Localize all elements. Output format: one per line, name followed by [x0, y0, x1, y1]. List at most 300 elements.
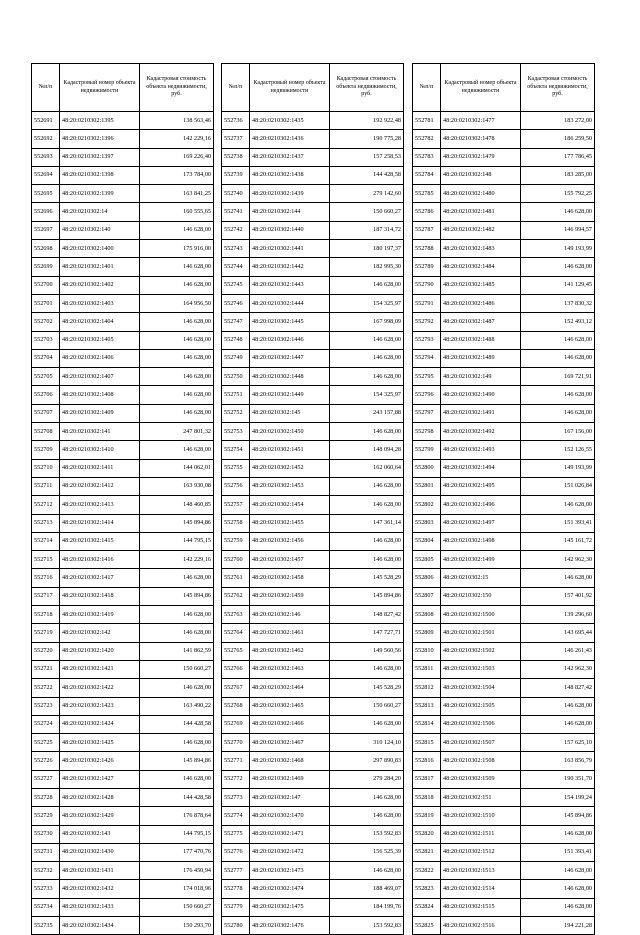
cadastral-number-cell: 48:20:0210302:1404 [60, 313, 140, 331]
cadastral-value-cell: 145 894,86 [140, 587, 214, 605]
table-row [222, 697, 404, 715]
table-row [222, 660, 404, 678]
row-number-cell: 552780 [222, 917, 250, 935]
table-row [222, 532, 404, 550]
table-row [413, 130, 595, 148]
cadastral-value-cell: 175 916,00 [140, 240, 214, 258]
table-row [413, 112, 595, 130]
cadastral-value-cell: 297 890,83 [330, 752, 404, 770]
table-row [222, 752, 404, 770]
cadastral-value-cell: 146 628,00 [521, 258, 595, 276]
cadastral-value-cell: 146 628,00 [330, 331, 404, 349]
row-number-cell: 552695 [32, 185, 60, 203]
cadastral-value-cell: 146 628,00 [521, 715, 595, 733]
cadastral-number-cell: 48:20:0210302:1444 [250, 294, 330, 312]
row-number-cell: 552700 [32, 276, 60, 294]
cadastral-number-cell: 48:20:0210302:1438 [250, 166, 330, 184]
table-row [32, 606, 214, 624]
row-number-cell: 552740 [222, 185, 250, 203]
cadastral-number-cell: 48:20:0210302:1418 [60, 587, 140, 605]
table-row [222, 166, 404, 184]
cadastral-value-cell: 146 628,00 [521, 349, 595, 367]
row-number-cell: 552778 [222, 880, 250, 898]
cadastral-value-cell: 190 351,70 [521, 770, 595, 788]
cadastral-value-cell: 147 361,14 [330, 514, 404, 532]
table-row [222, 734, 404, 752]
table-row [32, 532, 214, 550]
row-number-cell: 552789 [413, 258, 441, 276]
cadastral-number-cell: 48:20:0210302:1464 [250, 679, 330, 697]
cadastral-value-cell: 146 628,00 [330, 807, 404, 825]
cadastral-number-cell: 48:20:0210302:1504 [441, 679, 521, 697]
row-number-cell: 552771 [222, 752, 250, 770]
row-number-cell: 552708 [32, 423, 60, 441]
cadastral-number-cell: 48:20:0210302:1493 [441, 441, 521, 459]
cadastral-value-cell: 146 628,00 [330, 862, 404, 880]
cadastral-number-cell: 48:20:0210302:1445 [250, 313, 330, 331]
row-number-cell: 552716 [32, 569, 60, 587]
table-row [32, 788, 214, 806]
cadastral-number-cell: 48:20:0210302:149 [441, 368, 521, 386]
cadastral-number-cell: 48:20:0210302:1516 [441, 917, 521, 935]
table-row [32, 166, 214, 184]
cadastral-number-cell: 48:20:0210302:1429 [60, 807, 140, 825]
cadastral-number-cell: 48:20:0210302:1463 [250, 660, 330, 678]
row-number-cell: 552699 [32, 258, 60, 276]
row-number-cell: 552748 [222, 331, 250, 349]
table-row [413, 917, 595, 935]
row-number-cell: 552701 [32, 294, 60, 312]
row-number-cell: 552753 [222, 423, 250, 441]
cadastral-number-cell: 48:20:0210302:1508 [441, 752, 521, 770]
cadastral-value-cell: 146 628,00 [521, 386, 595, 404]
cadastral-number-cell: 48:20:0210302:148 [441, 166, 521, 184]
cadastral-number-cell: 48:20:0210302:1494 [441, 459, 521, 477]
cadastral-value-cell: 247 801,32 [140, 423, 214, 441]
cadastral-value-cell: 163 856,79 [521, 752, 595, 770]
table-row [222, 386, 404, 404]
row-number-cell: 552731 [32, 843, 60, 861]
table-row [413, 185, 595, 203]
cadastral-value-cell: 177 786,45 [521, 148, 595, 166]
table-row [32, 331, 214, 349]
row-number-cell: 552764 [222, 624, 250, 642]
table-row [222, 880, 404, 898]
cadastral-value-cell: 147 727,71 [330, 624, 404, 642]
row-number-cell: 552805 [413, 551, 441, 569]
table-row [32, 349, 214, 367]
cadastral-value-cell: 152 493,12 [521, 313, 595, 331]
table-row [413, 788, 595, 806]
row-number-cell: 552705 [32, 368, 60, 386]
cadastral-value-cell: 150 660,27 [140, 660, 214, 678]
header-row [32, 64, 214, 112]
cadastral-number-cell: 48:20:0210302:1436 [250, 130, 330, 148]
cadastral-value-cell: 146 628,00 [521, 203, 595, 221]
table-row [222, 788, 404, 806]
cadastral-value-cell: 183 272,00 [521, 112, 595, 130]
row-number-cell: 552752 [222, 404, 250, 422]
cadastral-number-cell: 48:20:0210302:141 [60, 423, 140, 441]
cadastral-number-cell: 48:20:0210302:1483 [441, 240, 521, 258]
cadastral-value-cell: 183 285,00 [521, 166, 595, 184]
cadastral-value-cell: 310 124,10 [330, 734, 404, 752]
cadastral-value-cell: 145 528,29 [330, 679, 404, 697]
row-number-cell: 552794 [413, 349, 441, 367]
cadastral-value-cell: 150 660,27 [140, 898, 214, 916]
cadastral-value-cell: 157 401,92 [521, 587, 595, 605]
table-row [222, 862, 404, 880]
cadastral-number-cell: 48:20:0210302:1474 [250, 880, 330, 898]
table-row [32, 459, 214, 477]
cadastral-value-cell: 145 161,72 [521, 532, 595, 550]
row-number-cell: 552696 [32, 203, 60, 221]
cadastral-number-cell: 48:20:0210302:1482 [441, 221, 521, 239]
cadastral-value-cell: 186 259,50 [521, 130, 595, 148]
header-cadastral-value: Кадастровая стоимость объекта недвижимости, руб. [330, 64, 404, 112]
row-number-cell: 552751 [222, 386, 250, 404]
row-number-cell: 552785 [413, 185, 441, 203]
cadastral-number-cell: 48:20:0210302:1437 [250, 148, 330, 166]
cadastral-number-cell: 48:20:0210302:1452 [250, 459, 330, 477]
cadastral-value-cell: 146 628,00 [140, 276, 214, 294]
table-row [32, 276, 214, 294]
row-number-cell: 552698 [32, 240, 60, 258]
cadastral-value-cell: 144 428,58 [140, 715, 214, 733]
cadastral-number-cell: 48:20:0210302:1468 [250, 752, 330, 770]
cadastral-number-cell: 48:20:0210302:1432 [60, 880, 140, 898]
table-row [222, 459, 404, 477]
row-number-cell: 552697 [32, 221, 60, 239]
cadastral-value-cell: 146 628,00 [330, 496, 404, 514]
cadastral-value-cell: 146 628,00 [140, 569, 214, 587]
table-row [32, 368, 214, 386]
cadastral-number-cell: 48:20:0210302:144 [250, 203, 330, 221]
cadastral-value-cell: 154 325,97 [330, 294, 404, 312]
cadastral-number-cell: 48:20:0210302:1469 [250, 770, 330, 788]
header-number: №п/п [32, 64, 60, 112]
table-row [222, 368, 404, 386]
row-number-cell: 552822 [413, 862, 441, 880]
row-number-cell: 552813 [413, 697, 441, 715]
cadastral-number-cell: 48:20:0210302:1511 [441, 825, 521, 843]
cadastral-number-cell: 48:20:0210302:1488 [441, 331, 521, 349]
row-number-cell: 552775 [222, 825, 250, 843]
cadastral-value-cell: 155 792,25 [521, 185, 595, 203]
table-row [222, 112, 404, 130]
cadastral-value-cell: 176 878,64 [140, 807, 214, 825]
cadastral-value-cell: 174 018,96 [140, 880, 214, 898]
table-row [413, 203, 595, 221]
row-number-cell: 552816 [413, 752, 441, 770]
cadastral-value-cell: 154 199,24 [521, 788, 595, 806]
cadastral-value-cell: 145 894,86 [140, 514, 214, 532]
cadastral-number-cell: 48:20:0210302:1419 [60, 606, 140, 624]
table-row [32, 569, 214, 587]
cadastral-value-cell: 243 157,88 [330, 404, 404, 422]
registry-table-2 [221, 63, 404, 935]
cadastral-value-cell: 190 775,28 [330, 130, 404, 148]
row-number-cell: 552713 [32, 514, 60, 532]
row-number-cell: 552742 [222, 221, 250, 239]
table-row [32, 221, 214, 239]
table-row [32, 203, 214, 221]
row-number-cell: 552810 [413, 642, 441, 660]
cadastral-value-cell: 146 628,00 [140, 606, 214, 624]
cadastral-value-cell: 143 695,44 [521, 624, 595, 642]
row-number-cell: 552776 [222, 843, 250, 861]
cadastral-value-cell: 146 628,00 [330, 788, 404, 806]
cadastral-value-cell: 156 525,39 [330, 843, 404, 861]
cadastral-value-cell: 157 625,10 [521, 734, 595, 752]
cadastral-number-cell: 48:20:0210302:1420 [60, 642, 140, 660]
cadastral-value-cell: 142 962,30 [521, 551, 595, 569]
row-number-cell: 552757 [222, 496, 250, 514]
cadastral-number-cell: 48:20:0210302:147 [250, 788, 330, 806]
cadastral-number-cell: 48:20:0210302:1459 [250, 587, 330, 605]
table-row [32, 185, 214, 203]
cadastral-value-cell: 144 428,58 [330, 166, 404, 184]
cadastral-number-cell: 48:20:0210302:1498 [441, 532, 521, 550]
row-number-cell: 552760 [222, 551, 250, 569]
cadastral-value-cell: 146 628,00 [521, 331, 595, 349]
table-row [32, 752, 214, 770]
cadastral-value-cell: 144 795,15 [140, 825, 214, 843]
cadastral-value-cell: 180 197,37 [330, 240, 404, 258]
row-number-cell: 552777 [222, 862, 250, 880]
table-row [222, 276, 404, 294]
cadastral-number-cell: 48:20:0210302:1450 [250, 423, 330, 441]
row-number-cell: 552726 [32, 752, 60, 770]
table-row [413, 477, 595, 495]
cadastral-number-cell: 48:20:0210302:1490 [441, 386, 521, 404]
cadastral-number-cell: 48:20:0210302:1503 [441, 660, 521, 678]
table-row [413, 258, 595, 276]
row-number-cell: 552712 [32, 496, 60, 514]
registry-table-1 [31, 63, 214, 935]
cadastral-number-cell: 48:20:0210302:1479 [441, 148, 521, 166]
cadastral-number-cell: 48:20:0210302:1410 [60, 441, 140, 459]
table-row [32, 148, 214, 166]
row-number-cell: 552803 [413, 514, 441, 532]
cadastral-number-cell: 48:20:0210302:1423 [60, 697, 140, 715]
cadastral-value-cell: 145 894,86 [330, 587, 404, 605]
table-row [222, 349, 404, 367]
row-number-cell: 552746 [222, 294, 250, 312]
cadastral-number-cell: 48:20:0210302:1406 [60, 349, 140, 367]
cadastral-value-cell: 146 628,00 [140, 404, 214, 422]
row-number-cell: 552809 [413, 624, 441, 642]
cadastral-value-cell: 167 998,09 [330, 313, 404, 331]
row-number-cell: 552732 [32, 862, 60, 880]
row-number-cell: 552779 [222, 898, 250, 916]
cadastral-number-cell: 48:20:0210302:14 [60, 203, 140, 221]
cadastral-value-cell: 146 628,00 [330, 532, 404, 550]
table-row [222, 258, 404, 276]
cadastral-value-cell: 164 956,50 [140, 294, 214, 312]
table-row [32, 660, 214, 678]
table-row [32, 715, 214, 733]
row-number-cell: 552715 [32, 551, 60, 569]
row-number-cell: 552756 [222, 477, 250, 495]
table-row [413, 624, 595, 642]
cadastral-value-cell: 187 314,72 [330, 221, 404, 239]
row-number-cell: 552821 [413, 843, 441, 861]
table-row [222, 423, 404, 441]
cadastral-value-cell: 162 060,64 [330, 459, 404, 477]
table-row [32, 807, 214, 825]
cadastral-value-cell: 152 126,55 [521, 441, 595, 459]
cadastral-number-cell: 48:20:0210302:1415 [60, 532, 140, 550]
table-row [32, 734, 214, 752]
cadastral-number-cell: 48:20:0210302:1441 [250, 240, 330, 258]
cadastral-number-cell: 48:20:0210302:1405 [60, 331, 140, 349]
cadastral-number-cell: 48:20:0210302:1403 [60, 294, 140, 312]
cadastral-value-cell: 150 660,27 [330, 203, 404, 221]
table-row [413, 221, 595, 239]
cadastral-value-cell: 150 660,27 [330, 697, 404, 715]
table-row [413, 679, 595, 697]
table-row [32, 313, 214, 331]
row-number-cell: 552811 [413, 660, 441, 678]
cadastral-number-cell: 48:20:0210302:1462 [250, 642, 330, 660]
cadastral-number-cell: 48:20:0210302:1496 [441, 496, 521, 514]
cadastral-number-cell: 48:20:0210302:1399 [60, 185, 140, 203]
table-row [32, 514, 214, 532]
table-row [32, 880, 214, 898]
header-row [222, 64, 404, 112]
row-number-cell: 552750 [222, 368, 250, 386]
table-row [222, 917, 404, 935]
row-number-cell: 552729 [32, 807, 60, 825]
row-number-cell: 552720 [32, 642, 60, 660]
row-number-cell: 552739 [222, 166, 250, 184]
table-row [413, 752, 595, 770]
cadastral-value-cell: 141 862,59 [140, 642, 214, 660]
table-row [32, 697, 214, 715]
cadastral-number-cell: 48:20:0210302:1486 [441, 294, 521, 312]
table-row [413, 276, 595, 294]
cadastral-number-cell: 48:20:0210302:1456 [250, 532, 330, 550]
row-number-cell: 552784 [413, 166, 441, 184]
table-row [413, 349, 595, 367]
cadastral-value-cell: 154 325,97 [330, 386, 404, 404]
table-row [222, 624, 404, 642]
row-number-cell: 552786 [413, 203, 441, 221]
cadastral-value-cell: 279 142,60 [330, 185, 404, 203]
cadastral-number-cell: 48:20:0210302:1502 [441, 642, 521, 660]
row-number-cell: 552774 [222, 807, 250, 825]
cadastral-value-cell: 146 628,00 [140, 258, 214, 276]
row-number-cell: 552783 [413, 148, 441, 166]
table-row [32, 130, 214, 148]
header-number: №п/п [413, 64, 441, 112]
row-number-cell: 552802 [413, 496, 441, 514]
cadastral-number-cell: 48:20:0210302:1455 [250, 514, 330, 532]
table-row [222, 477, 404, 495]
row-number-cell: 552804 [413, 532, 441, 550]
cadastral-number-cell: 48:20:0210302:1461 [250, 624, 330, 642]
row-number-cell: 552717 [32, 587, 60, 605]
cadastral-value-cell: 146 628,00 [140, 624, 214, 642]
cadastral-number-cell: 48:20:0210302:1422 [60, 679, 140, 697]
row-number-cell: 552767 [222, 679, 250, 697]
cadastral-number-cell: 48:20:0210302:1477 [441, 112, 521, 130]
row-number-cell: 552817 [413, 770, 441, 788]
table-row [32, 843, 214, 861]
cadastral-value-cell: 146 628,00 [521, 569, 595, 587]
table-row [413, 496, 595, 514]
cadastral-value-cell: 176 450,94 [140, 862, 214, 880]
row-number-cell: 552793 [413, 331, 441, 349]
table-row [413, 569, 595, 587]
cadastral-value-cell: 177 470,76 [140, 843, 214, 861]
cadastral-value-cell: 142 962,30 [521, 660, 595, 678]
table-row [222, 441, 404, 459]
row-number-cell: 552781 [413, 112, 441, 130]
cadastral-number-cell: 48:20:0210302:1414 [60, 514, 140, 532]
row-number-cell: 552719 [32, 624, 60, 642]
table-row [222, 240, 404, 258]
row-number-cell: 552737 [222, 130, 250, 148]
cadastral-number-cell: 48:20:0210302:1426 [60, 752, 140, 770]
cadastral-value-cell: 184 199,76 [330, 898, 404, 916]
table-row [222, 514, 404, 532]
table-row [32, 770, 214, 788]
cadastral-number-cell: 48:20:0210302:1428 [60, 788, 140, 806]
cadastral-value-cell: 146 628,00 [330, 551, 404, 569]
cadastral-value-cell: 149 193,99 [521, 240, 595, 258]
row-number-cell: 552747 [222, 313, 250, 331]
cadastral-value-cell: 146 628,00 [140, 368, 214, 386]
cadastral-value-cell: 146 628,00 [521, 862, 595, 880]
cadastral-number-cell: 48:20:0210302:1480 [441, 185, 521, 203]
row-number-cell: 552741 [222, 203, 250, 221]
cadastral-value-cell: 194 221,28 [521, 917, 595, 935]
cadastral-number-cell: 48:20:0210302:1439 [250, 185, 330, 203]
cadastral-number-cell: 48:20:0210302:1485 [441, 276, 521, 294]
row-number-cell: 552755 [222, 459, 250, 477]
row-number-cell: 552704 [32, 349, 60, 367]
table-row [413, 148, 595, 166]
table-row [413, 862, 595, 880]
row-number-cell: 552791 [413, 294, 441, 312]
cadastral-number-cell: 48:20:0210302:1492 [441, 423, 521, 441]
row-number-cell: 552815 [413, 734, 441, 752]
registry-table-3 [412, 63, 595, 935]
cadastral-value-cell: 146 628,00 [140, 734, 214, 752]
cadastral-value-cell: 146 628,00 [140, 221, 214, 239]
cadastral-value-cell: 145 528,29 [330, 569, 404, 587]
cadastral-number-cell: 48:20:0210302:1473 [250, 862, 330, 880]
cadastral-value-cell: 146 628,00 [521, 404, 595, 422]
row-number-cell: 552743 [222, 240, 250, 258]
table-row [413, 368, 595, 386]
cadastral-number-cell: 48:20:0210302:1487 [441, 313, 521, 331]
table-row [32, 112, 214, 130]
cadastral-number-cell: 48:20:0210302:1466 [250, 715, 330, 733]
table-row [222, 807, 404, 825]
row-number-cell: 552758 [222, 514, 250, 532]
cadastral-number-cell: 48:20:0210302:1497 [441, 514, 521, 532]
table-row [222, 825, 404, 843]
cadastral-number-cell: 48:20:0210302:1507 [441, 734, 521, 752]
row-number-cell: 552730 [32, 825, 60, 843]
table-row [413, 587, 595, 605]
row-number-cell: 552798 [413, 423, 441, 441]
cadastral-number-cell: 48:20:0210302:1467 [250, 734, 330, 752]
table-row [32, 441, 214, 459]
